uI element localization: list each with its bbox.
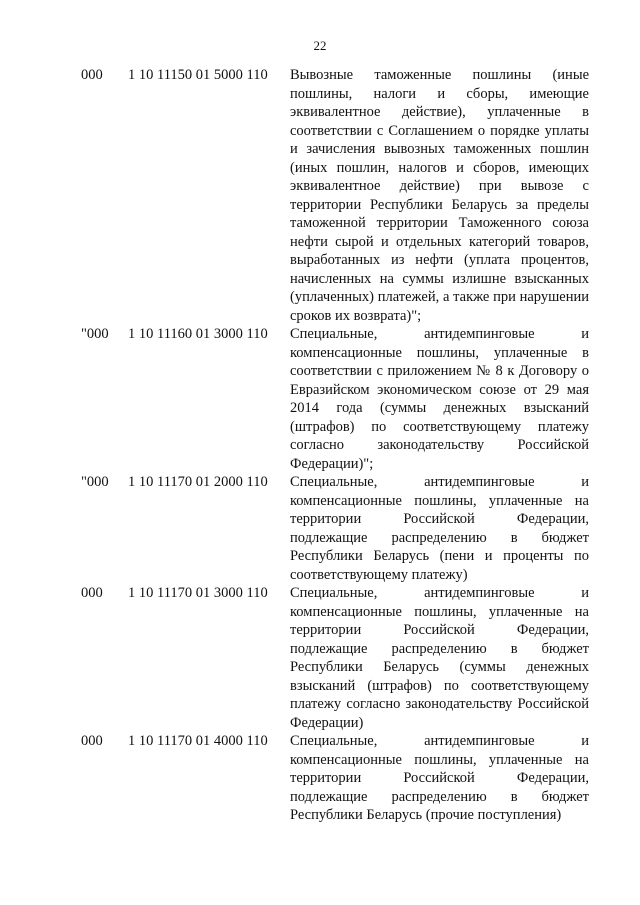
budget-classification-code: 1 10 11150 01 5000 110 bbox=[128, 67, 268, 83]
table-row bbox=[0, 473, 640, 584]
table-row bbox=[0, 584, 640, 732]
budget-classification-code: 1 10 11170 01 4000 110 bbox=[128, 733, 268, 749]
admin-code: 000 bbox=[81, 585, 103, 601]
income-description: Специальные, антидемпинговые и компенсационные пошлины, уплаченные на территории Российской Федерации, подлежащие распределению в бюджет Республики Беларусь (прочие поступления) bbox=[290, 733, 589, 823]
income-description: Вывозные таможенные пошлины (иные пошлины, налоги и сборы, имеющие эквивалентное действие), уплаченные в соответствии с Соглашением о порядке уплаты и зачисления вывозных таможенных пошлин (иных пошлин, налогов и сборов, имеющих эквивалентное действие) при вывозе с территории Республики Беларусь за пределы таможенной территории Таможенного союза нефти сырой и отдельных категорий товаров, выработанных из нефти (уплата процентов, начисленных на суммы излишне взысканных (уплаченных) платежей, а также при нарушении сроков их возврата)"; bbox=[290, 67, 589, 324]
table-row bbox=[0, 325, 640, 473]
income-description: Специальные, антидемпинговые и компенсационные пошлины, уплаченные на территории Российской Федерации, подлежащие распределению в бюджет Республики Беларусь (пени и проценты по соответствующему платежу) bbox=[290, 474, 589, 583]
admin-code: 000 bbox=[81, 67, 103, 83]
budget-code-table bbox=[0, 66, 640, 825]
income-description: Специальные, антидемпинговые и компенсационные пошлины, уплаченные в соответствии с приложением № 8 к Договору о Евразийском экономическом союзе от 29 мая 2014 года (суммы денежных взысканий (штрафов) по соответствующему платежу согласно законодательству Российской Федерации)"; bbox=[290, 326, 589, 472]
admin-code: "000 bbox=[81, 326, 109, 342]
budget-classification-code: 1 10 11170 01 2000 110 bbox=[128, 474, 268, 490]
income-description: Специальные, антидемпинговые и компенсационные пошлины, уплаченные на территории Российской Федерации, подлежащие распределению в бюджет Республики Беларусь (суммы денежных взысканий (штрафов) по соответствующему платежу согласно законодательству Российской Федерации) bbox=[290, 585, 589, 731]
page-number: 22 bbox=[313, 38, 327, 53]
table-row bbox=[0, 732, 640, 825]
admin-code: "000 bbox=[81, 474, 109, 490]
budget-classification-code: 1 10 11170 01 3000 110 bbox=[128, 585, 268, 601]
table-row bbox=[0, 66, 640, 325]
budget-classification-code: 1 10 11160 01 3000 110 bbox=[128, 326, 268, 342]
admin-code: 000 bbox=[81, 733, 103, 749]
